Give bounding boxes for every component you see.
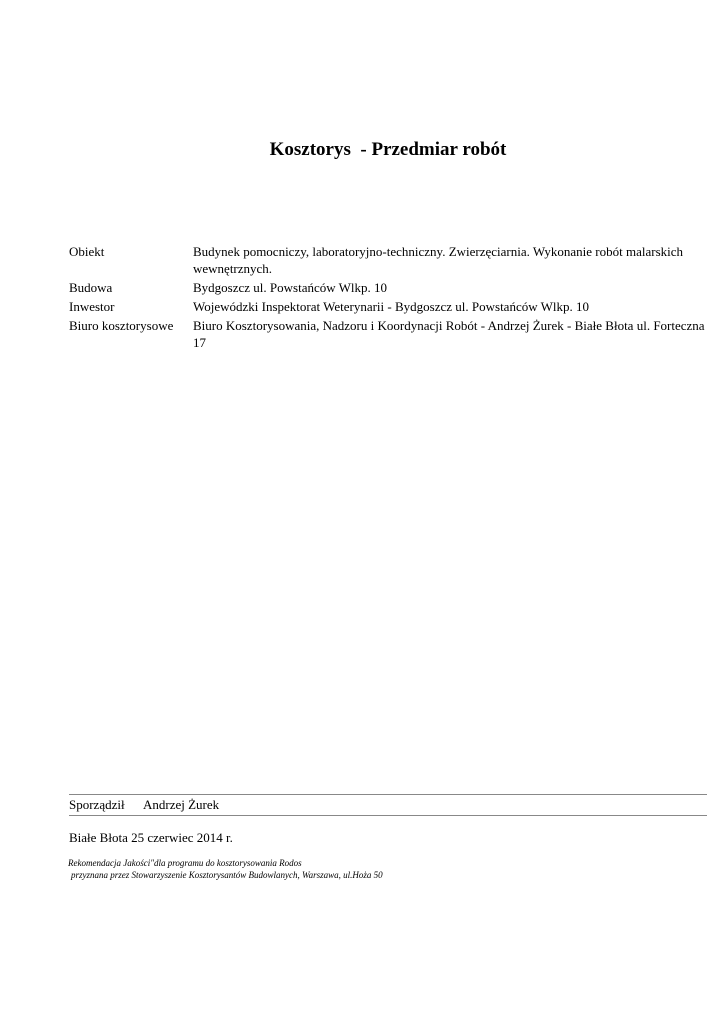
detail-label: Budowa [69,280,113,295]
detail-value: Biuro Kosztorysowania, Nadzoru i Koordynacji Robót - Andrzej Żurek - Białe Błota ul. Forteczna 17 [193,318,705,350]
signature-label: Sporządził [69,797,125,812]
place-date: Białe Błota 25 czerwiec 2014 r. [69,830,233,845]
detail-row-biuro-kosztorysowe [69,317,709,351]
footnote [68,857,383,881]
signature-block [69,794,707,816]
detail-row-obiekt [69,243,709,277]
detail-value: Wojewódzki Inspektorat Weterynarii - Bydgoszcz ul. Powstańców Wlkp. 10 [193,299,590,314]
detail-row-inwestor [69,298,709,315]
detail-label: Biuro kosztorysowe [69,318,174,333]
project-details [69,243,709,353]
detail-label: Obiekt [69,244,105,259]
signature-name: Andrzej Żurek [143,797,220,812]
detail-value: Budynek pomocniczy, laboratoryjno-techniczny. Zwierzęciarnia. Wykonanie robót malarskich wewnętrznych. [193,244,684,276]
document-title: Kosztorys - Przedmiar robót [269,139,507,160]
detail-value: Bydgoszcz ul. Powstańców Wlkp. 10 [193,280,388,295]
footnote-line-1: Rekomendacja Jakości"dla programu do kosztorysowania Rodos [68,858,302,868]
detail-row-budowa [69,279,709,296]
detail-label: Inwestor [69,299,115,314]
footnote-line-2: przyznana przez Stowarzyszenie Kosztorysantów Budowlanych, Warszawa, ul.Hoża 50 [71,870,383,880]
